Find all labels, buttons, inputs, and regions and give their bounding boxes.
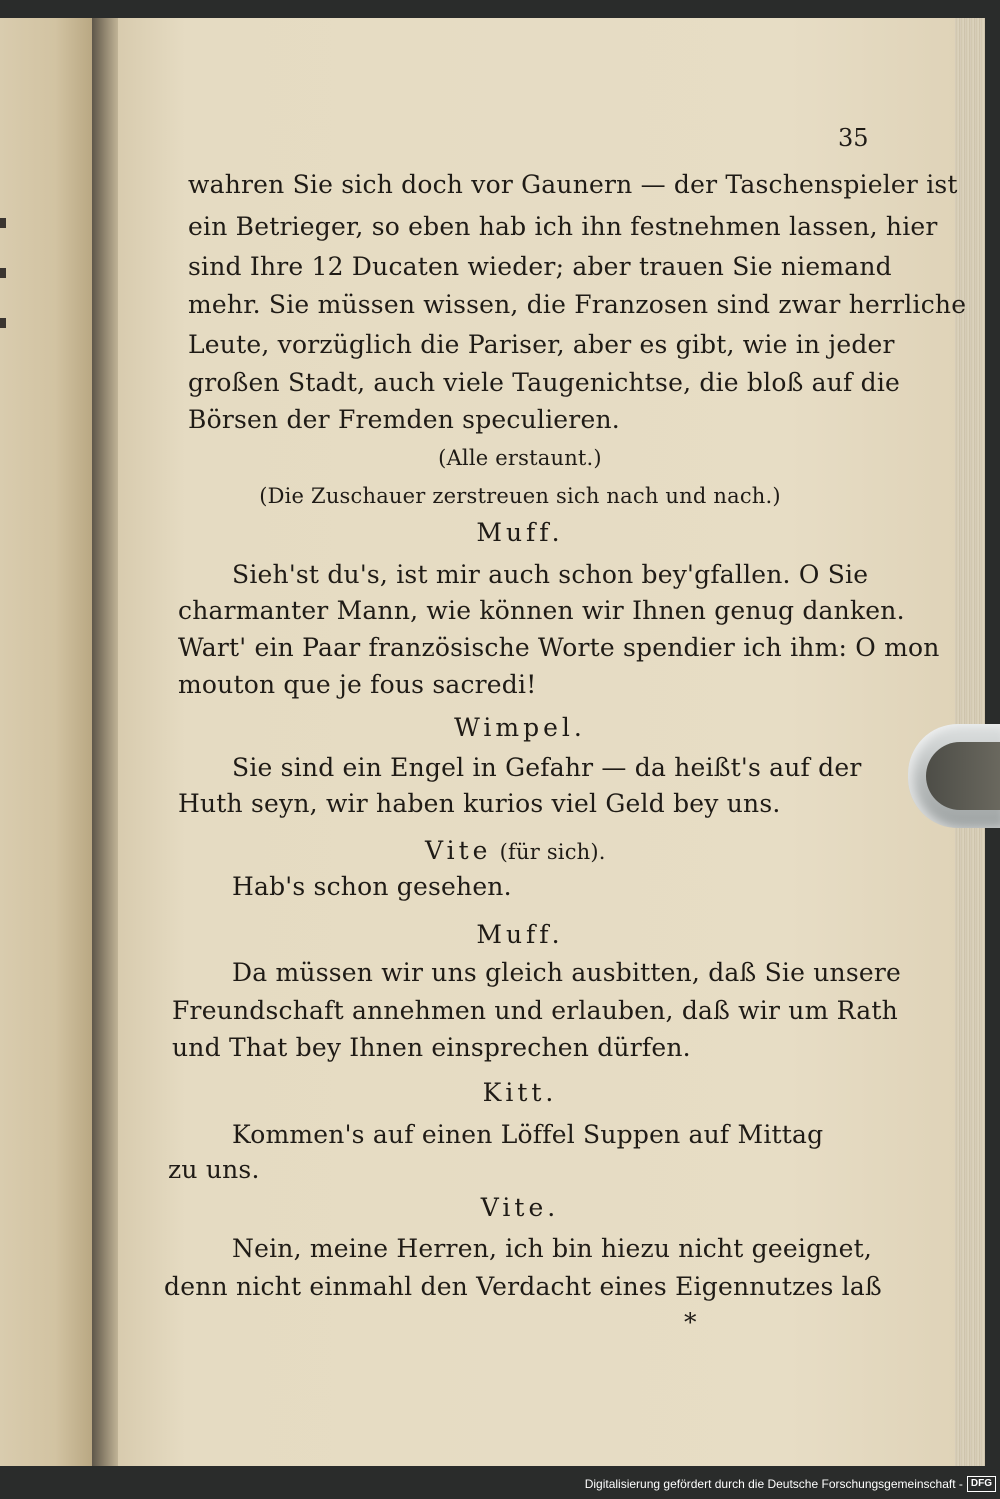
- text-line: Freundschaft annehmen und erlauben, daß wir um Rath: [172, 996, 898, 1025]
- text-line: wahren Sie sich doch vor Gaunern — der Taschenspieler ist: [188, 170, 958, 199]
- stage-direction: (Alle erstaunt.): [438, 446, 602, 470]
- text-line: Leute, vorzüglich die Pariser, aber es gibt, wie in jeder: [188, 330, 895, 359]
- text-line: Huth seyn, wir haben kurios viel Geld bey uns.: [178, 789, 781, 818]
- text-line: Da müssen wir uns gleich ausbitten, daß Sie unsere: [232, 958, 902, 987]
- stage-direction: (Die Zuschauer zerstreuen sich nach und nach.): [259, 484, 781, 508]
- text-line: Börsen der Fremden speculieren.: [188, 405, 620, 434]
- speaker-line: [425, 836, 606, 867]
- text-line: Kommen's auf einen Löffel Suppen auf Mittag: [232, 1120, 824, 1149]
- text-line: großen Stadt, auch viele Taugenichtse, die bloß auf die: [188, 368, 901, 397]
- speaker-name: Vite: [425, 836, 492, 865]
- text-line: sind Ihre 12 Ducaten wieder; aber trauen Sie niemand: [188, 252, 892, 281]
- speaker-name: Vite.: [480, 1193, 560, 1222]
- speaker-name: Wimpel.: [454, 713, 586, 742]
- text-line: Wart' ein Paar französische Worte spendier ich ihm: O mon: [178, 633, 940, 662]
- speaker-name: Muff.: [476, 518, 564, 547]
- text-line: Sieh'st du's, ist mir auch schon bey'gfallen. O Sie: [232, 560, 869, 589]
- text-line: Hab's schon gesehen.: [232, 872, 512, 901]
- speaker-name: Kitt.: [482, 1078, 558, 1107]
- speaker-name: Muff.: [476, 920, 564, 949]
- text-line: Nein, meine Herren, ich bin hiezu nicht geeignet,: [232, 1234, 872, 1263]
- dfg-logo-icon: DFG: [967, 1476, 996, 1492]
- page-number: 35: [838, 124, 869, 152]
- text-line: denn nicht einmahl den Verdacht eines Eigennutzes laß: [164, 1272, 882, 1301]
- text-line: zu uns.: [168, 1155, 260, 1184]
- stage-direction: (für sich).: [499, 840, 606, 864]
- text-line: und That bey Ihnen einsprechen dürfen.: [172, 1033, 691, 1062]
- text-line: ein Betrieger, so eben hab ich ihn festnehmen lassen, hier: [188, 212, 938, 241]
- signature-mark: *: [684, 1308, 697, 1337]
- text-line: mouton que je fous sacredi!: [178, 670, 537, 699]
- text-line: charmanter Mann, wie können wir Ihnen genug danken.: [178, 596, 905, 625]
- text-line: mehr. Sie müssen wissen, die Franzosen sind zwar herrliche: [188, 290, 967, 319]
- footer-text: Digitalisierung gefördert durch die Deutsche Forschungsgemeinschaft -: [584, 1477, 963, 1491]
- digitization-footer: [585, 1473, 996, 1495]
- text-line: Sie sind ein Engel in Gefahr — da heißt's auf der: [232, 753, 862, 782]
